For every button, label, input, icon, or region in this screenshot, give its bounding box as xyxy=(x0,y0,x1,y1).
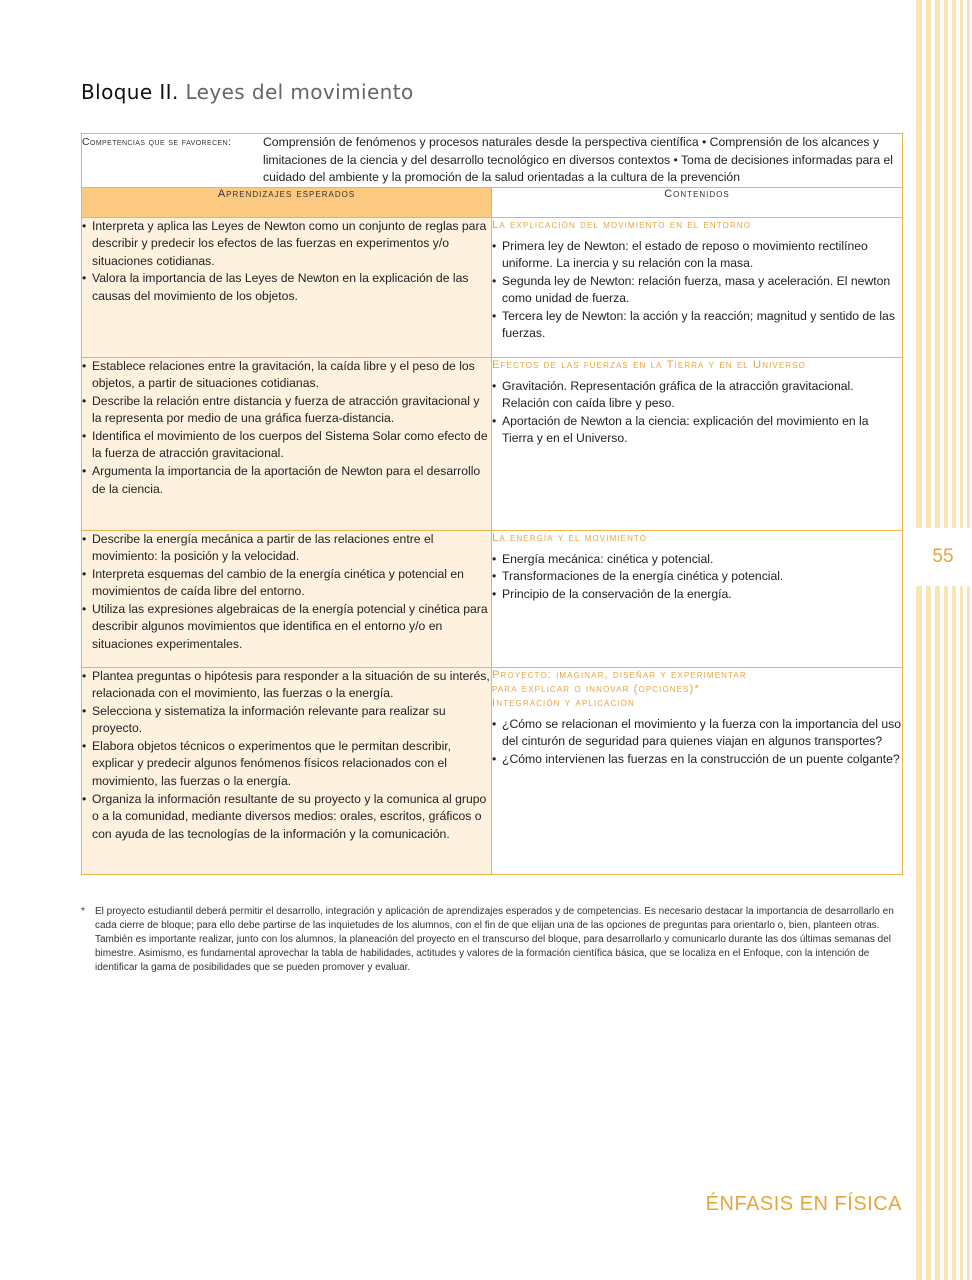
section-title: Efectos de las fuerzas en la Tierra y en el Universo xyxy=(492,358,806,371)
list-item: • Transformaciones de la energía cinética y potencial. xyxy=(492,568,902,586)
competencias-label: Competencias que se favorecen: xyxy=(82,136,232,148)
contenidos-cell xyxy=(492,217,903,357)
list-item: • Segunda ley de Newton: relación fuerza, masa y aceleración. El newton como unidad de fuerza. xyxy=(492,273,902,308)
list-item: • Energía mecánica: cinética y potencial. xyxy=(492,551,902,569)
list-item: • Organiza la información resultante de su proyecto y la comunica al grupo o a la comunidad, mediante diversos medios: orales, escritos, gráficos o con ayuda de las tecnologías de la información y la comunicación. xyxy=(82,791,491,844)
list-item: • Tercera ley de Newton: la acción y la reacción; magnitud y sentido de las fuerzas. xyxy=(492,308,902,343)
list-item: • Primera ley de Newton: el estado de reposo o movimiento rectilíneo uniforme. La inercia y su relación con la masa. xyxy=(492,238,902,273)
list-item: • Identifica el movimiento de los cuerpos del Sistema Solar como efecto de la fuerza de atracción gravitacional. xyxy=(82,428,491,463)
curriculum-table xyxy=(81,133,903,875)
section-title: La explicación del movimiento en el entorno xyxy=(492,218,752,231)
list-item: • Interpreta esquemas del cambio de la energía cinética y potencial en movimientos de caída libre del entorno. xyxy=(82,566,491,601)
contenidos-cell xyxy=(492,530,903,667)
aprendizajes-cell xyxy=(82,530,492,667)
block-label: Bloque II. xyxy=(81,80,179,104)
page-number: 55 xyxy=(932,546,954,567)
list-item: • Interpreta y aplica las Leyes de Newton como un conjunto de reglas para describir y predecir los efectos de las fuerzas en experimentos y/o situaciones cotidianas. xyxy=(82,218,491,271)
table-row xyxy=(82,217,903,357)
list-item: • ¿Cómo se relacionan el movimiento y la fuerza con la importancia del uso del cinturón de seguridad para quienes viajan en algunos transportes? xyxy=(492,716,902,751)
list-item: • Valora la importancia de las Leyes de Newton en la explicación de las causas del movimiento de los objetos. xyxy=(82,270,491,305)
list-item: • Aportación de Newton a la ciencia: explicación del movimiento en la Tierra y en el Universo. xyxy=(492,413,902,448)
section-title: Integración y aplicación xyxy=(492,696,635,709)
aprendizajes-cell xyxy=(82,217,492,357)
block-title: Leyes del movimiento xyxy=(185,80,414,104)
column-header-contenidos: Contenidos xyxy=(492,187,903,217)
table-row xyxy=(82,667,903,874)
footnote xyxy=(81,905,902,975)
section-title: Proyecto: imaginar, diseñar y experimentar xyxy=(492,668,747,681)
column-header-row xyxy=(82,187,903,217)
list-item: • Elabora objetos técnicos o experimentos que le permitan describir, explicar y predecir algunos fenómenos físicos relacionados con el movimiento, las fuerzas o la energía. xyxy=(82,738,491,791)
list-item: • Utiliza las expresiones algebraicas de la energía potencial y cinética para describir algunos movimientos que identifica en el entorno y/o en situaciones experimentales. xyxy=(82,601,491,654)
aprendizajes-cell xyxy=(82,667,492,874)
list-item: • Describe la energía mecánica a partir de las relaciones entre el movimiento: la posición y la velocidad. xyxy=(82,531,491,566)
list-item: • Establece relaciones entre la gravitación, la caída libre y el peso de los objetos, a partir de situaciones cotidianas. xyxy=(82,358,491,393)
aprendizajes-cell xyxy=(82,357,492,530)
table-row xyxy=(82,530,903,667)
list-item: • ¿Cómo intervienen las fuerzas en la construcción de un puente colgante? xyxy=(492,751,902,769)
page-title xyxy=(81,80,414,104)
list-item: • Principio de la conservación de la energía. xyxy=(492,586,902,604)
table-row xyxy=(82,357,903,530)
contenidos-cell xyxy=(492,667,903,874)
list-item: • Gravitación. Representación gráfica de la atracción gravitacional. Relación con caída libre y peso. xyxy=(492,378,902,413)
section-title: La energía y el movimiento xyxy=(492,531,648,544)
competencias-text: Comprensión de fenómenos y procesos naturales desde la perspectiva científica • Comprensión de los alcances y limitaciones de la ciencia y del desarrollo tecnológico en diversos contextos • Toma de decisiones informadas para el cuidado del ambiente y la promoción de la salud orientadas a la cultura de la prevención xyxy=(263,135,894,184)
page-number-tab xyxy=(912,528,972,586)
list-item: • Plantea preguntas o hipótesis para responder a la situación de su interés, relacionada con el movimiento, las fuerzas o la energía. xyxy=(82,668,491,703)
list-item: • Selecciona y sistematiza la información relevante para realizar su proyecto. xyxy=(82,703,491,738)
column-header-aprendizajes: Aprendizajes esperados xyxy=(82,187,492,217)
contenidos-cell xyxy=(492,357,903,530)
section-title: para explicar o innovar (opciones)* xyxy=(492,682,700,695)
list-item: • Argumenta la importancia de la aportación de Newton para el desarrollo de la ciencia. xyxy=(82,463,491,498)
footer-subject: ÉNFASIS EN FÍSICA xyxy=(705,1193,902,1215)
list-item: • Describe la relación entre distancia y fuerza de atracción gravitacional y la representa por medio de una gráfica fuerza-distancia. xyxy=(82,393,491,428)
footnote-mark: * xyxy=(81,906,85,917)
competencias-row xyxy=(82,134,903,188)
decorative-stripes xyxy=(912,0,972,1280)
footnote-text: El proyecto estudiantil deberá permitir el desarrollo, integración y aplicación de aprendizajes esperados y de competencias. Es necesario destacar la importancia de desarrollarlo en cada cierre de bloque; para ello debe partirse de las inquietudes de los alumnos, con el fin de que elijan una de las opciones de preguntas para orientarlo o, bien, planteen otras. También es importante realizar, junto con los alumnos, la planeación del proyecto en el transcurso del bloque, para desarrollarlo y comunicarlo durante las dos últimas semanas del bimestre. Asimismo, es fundamental aprovechar la tabla de habilidades, actitudes y valores de la formación científica básica, que se localiza en el Enfoque, con la intención de identificar la gama de posibilidades que se pueden promover y evaluar. xyxy=(95,906,894,973)
